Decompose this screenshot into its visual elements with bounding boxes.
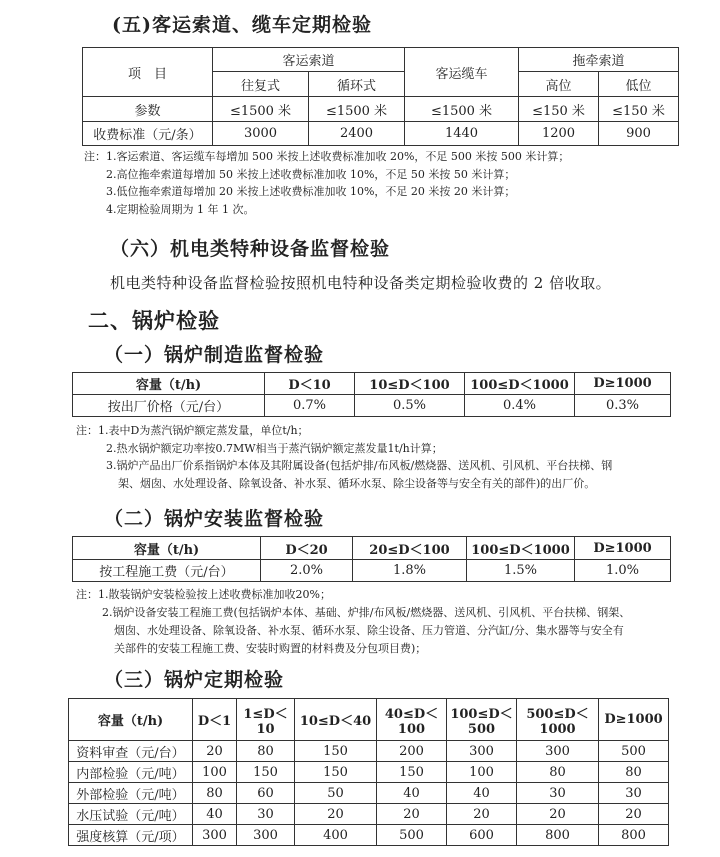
- note-line: 3.低位拖牵索道每增加 20 米按上述收费标准加收 10%，不足 20 米按 20 米计算；: [106, 185, 516, 198]
- header-range: 100≤D＜1000: [467, 537, 575, 560]
- header-low: 低位: [599, 72, 679, 97]
- table-row: [69, 804, 669, 825]
- table-cell: ≤1500 米: [405, 97, 519, 122]
- table-cell: 800: [599, 825, 669, 846]
- table-cell: 30: [517, 783, 599, 804]
- row-label: 参数: [83, 97, 213, 122]
- table-cell: 150: [295, 741, 377, 762]
- note-line: 烟囱、水处理设备、除氧设备、补水泵、循环水泵、除尘设备、压力管道、分汽缸/分、集水器等与安全有: [114, 624, 624, 637]
- header-range: 1≤D＜10: [237, 699, 295, 741]
- table-cell: 20: [295, 804, 377, 825]
- table-row: [69, 762, 669, 783]
- table-row: [73, 395, 671, 417]
- table-cell: 1.5%: [467, 560, 575, 582]
- header-range: D≥1000: [575, 373, 671, 395]
- header-range: 10≤D＜40: [295, 699, 377, 741]
- table-cell: 40: [447, 783, 517, 804]
- section-heading-boiler-install: （二）锅炉安装监督检验: [104, 508, 325, 530]
- table-cell: 30: [237, 804, 295, 825]
- table-cell: 3000: [213, 122, 309, 146]
- table-cell: 20: [599, 804, 669, 825]
- table-cell: 20: [447, 804, 517, 825]
- row-label: 外部检验（元/吨）: [69, 783, 193, 804]
- header-capacity: 容量（t/h): [73, 537, 261, 560]
- header-range: 20≤D＜100: [353, 537, 467, 560]
- table-row: [83, 122, 679, 146]
- header-passenger-ropeway: 客运索道: [213, 48, 405, 72]
- header-range: 100≤D＜1000: [465, 373, 575, 395]
- section-heading-boiler-manufacture: （一）锅炉制造监督检验: [104, 344, 325, 366]
- table-cell: 600: [447, 825, 517, 846]
- header-item: 项 目: [83, 48, 213, 97]
- header-range: 40≤D＜100: [377, 699, 447, 741]
- table-cell: 2.0%: [261, 560, 353, 582]
- note-line: 关部件的安装工程施工费、安装时购置的材料费及分包项目费)；: [114, 642, 427, 655]
- table-row: [69, 783, 669, 804]
- header-range: D＜1: [193, 699, 237, 741]
- table-cell: ≤1500 米: [213, 97, 309, 122]
- note-line: 2.热水锅炉额定功率按0.7MW相当于蒸汽锅炉额定蒸发量1t/h计算；: [106, 441, 443, 455]
- header-range: D＜10: [265, 373, 355, 395]
- header-range: D≥1000: [599, 699, 669, 741]
- note-line: 4.定期检验周期为 1 年 1 次。: [106, 202, 255, 216]
- table-cell: 80: [193, 783, 237, 804]
- section-heading-boiler-periodic: （三）锅炉定期检验: [104, 669, 285, 691]
- note-line: 注：1.散装锅炉安装检验按上述收费标准加收20%；: [76, 588, 331, 601]
- table-cell: 500: [599, 741, 669, 762]
- table-cell: 300: [517, 741, 599, 762]
- table-row: [73, 560, 671, 582]
- boiler-install-notes: [76, 586, 630, 658]
- table-cell: 80: [237, 741, 295, 762]
- table-cell: 60: [237, 783, 295, 804]
- table-cell: 80: [599, 762, 669, 783]
- table-cell: 100: [193, 762, 237, 783]
- row-label: 按出厂价格（元/台）: [73, 395, 265, 417]
- table-cell: 300: [193, 825, 237, 846]
- table-row: [69, 825, 669, 846]
- boiler-manufacture-notes: [76, 422, 612, 492]
- header-funicular: 客运缆车: [405, 48, 519, 97]
- header-circulating: 循环式: [309, 72, 405, 97]
- table-cell: 200: [377, 741, 447, 762]
- table-cell: 0.5%: [355, 395, 465, 417]
- table-cell: 0.4%: [465, 395, 575, 417]
- table-cell: 100: [447, 762, 517, 783]
- header-capacity: 容量（t/h): [69, 699, 193, 741]
- table-cell: 400: [295, 825, 377, 846]
- table-cell: 300: [447, 741, 517, 762]
- table-row: [69, 741, 669, 762]
- row-label: 强度核算（元/项）: [69, 825, 193, 846]
- table-cell: 0.3%: [575, 395, 671, 417]
- header-round-trip: 往复式: [213, 72, 309, 97]
- header-range: 500≤D＜1000: [517, 699, 599, 741]
- table-cell: 20: [377, 804, 447, 825]
- section-heading-electromechanical: （六）机电类特种设备监督检验: [110, 238, 391, 260]
- table-cell: 40: [377, 783, 447, 804]
- table-cell: ≤150 米: [599, 97, 679, 122]
- table-cell: 20: [193, 741, 237, 762]
- header-range: 100≤D＜500: [447, 699, 517, 741]
- table-cell: 1.8%: [353, 560, 467, 582]
- table-cell: 1200: [519, 122, 599, 146]
- note-line: 注：1.表中D为蒸汽锅炉额定蒸发量，单位t/h；: [76, 424, 309, 437]
- header-capacity: 容量（t/h): [73, 373, 265, 395]
- boiler-manufacture-table: [72, 372, 671, 417]
- table-cell: 500: [377, 825, 447, 846]
- section-heading-ropeway: (五)客运索道、缆车定期检验: [112, 14, 372, 36]
- table-row: [83, 97, 679, 122]
- table-cell: 20: [517, 804, 599, 825]
- header-high: 高位: [519, 72, 599, 97]
- electromechanical-text: 机电类特种设备监督检验按照机电特种设备类定期检验收费的 2 倍收取。: [110, 274, 612, 292]
- table-cell: 50: [295, 783, 377, 804]
- table-cell: 300: [237, 825, 295, 846]
- note-line: 2.锅炉设备安装工程施工费(包括锅炉本体、基础、炉排/布风板/燃烧器、送风机、引风机、平台扶梯、钢架、: [102, 606, 631, 619]
- header-range: D＜20: [261, 537, 353, 560]
- table-cell: 80: [517, 762, 599, 783]
- header-range: D≥1000: [575, 537, 671, 560]
- row-label: 收费标准（元/条）: [83, 122, 213, 146]
- table-cell: 800: [517, 825, 599, 846]
- ropeway-notes: [84, 148, 569, 218]
- note-line: 注：1.客运索道、客运缆车每增加 500 米按上述收费标准加收 20%，不足 500 米按 500 米计算；: [84, 150, 570, 163]
- table-cell: 150: [295, 762, 377, 783]
- boiler-periodic-table: [68, 698, 669, 846]
- table-cell: ≤150 米: [519, 97, 599, 122]
- table-cell: 40: [193, 804, 237, 825]
- table-cell: 150: [237, 762, 295, 783]
- note-line: 架、烟囱、水处理设备、除氧设备、补水泵、循环水泵、除尘设备等与安全有关的部件)的出厂价。: [118, 476, 596, 490]
- row-label: 资料审查（元/台）: [69, 741, 193, 762]
- boiler-install-table: [72, 536, 671, 582]
- table-cell: ≤1500 米: [309, 97, 405, 122]
- table-cell: 30: [599, 783, 669, 804]
- header-drag-lift: 拖牵索道: [519, 48, 679, 72]
- table-cell: 1.0%: [575, 560, 671, 582]
- note-line: 3.锅炉产品出厂价系指锅炉本体及其附属设备(包括炉排/布风板/燃烧器、送风机、引风机、平台扶梯、钢: [106, 459, 613, 472]
- table-cell: 900: [599, 122, 679, 146]
- table-cell: 2400: [309, 122, 405, 146]
- table-cell: 150: [377, 762, 447, 783]
- header-range: 10≤D＜100: [355, 373, 465, 395]
- ropeway-fee-table: [82, 47, 679, 146]
- row-label: 按工程施工费（元/台）: [73, 560, 261, 582]
- section-heading-boiler: 二、锅炉检验: [88, 308, 220, 333]
- table-cell: 1440: [405, 122, 519, 146]
- row-label: 内部检验（元/吨）: [69, 762, 193, 783]
- note-line: 2.高位拖牵索道每增加 50 米按上述收费标准加收 10%，不足 50 米按 50 米计算；: [106, 167, 516, 181]
- row-label: 水压试验（元/吨）: [69, 804, 193, 825]
- table-cell: 0.7%: [265, 395, 355, 417]
